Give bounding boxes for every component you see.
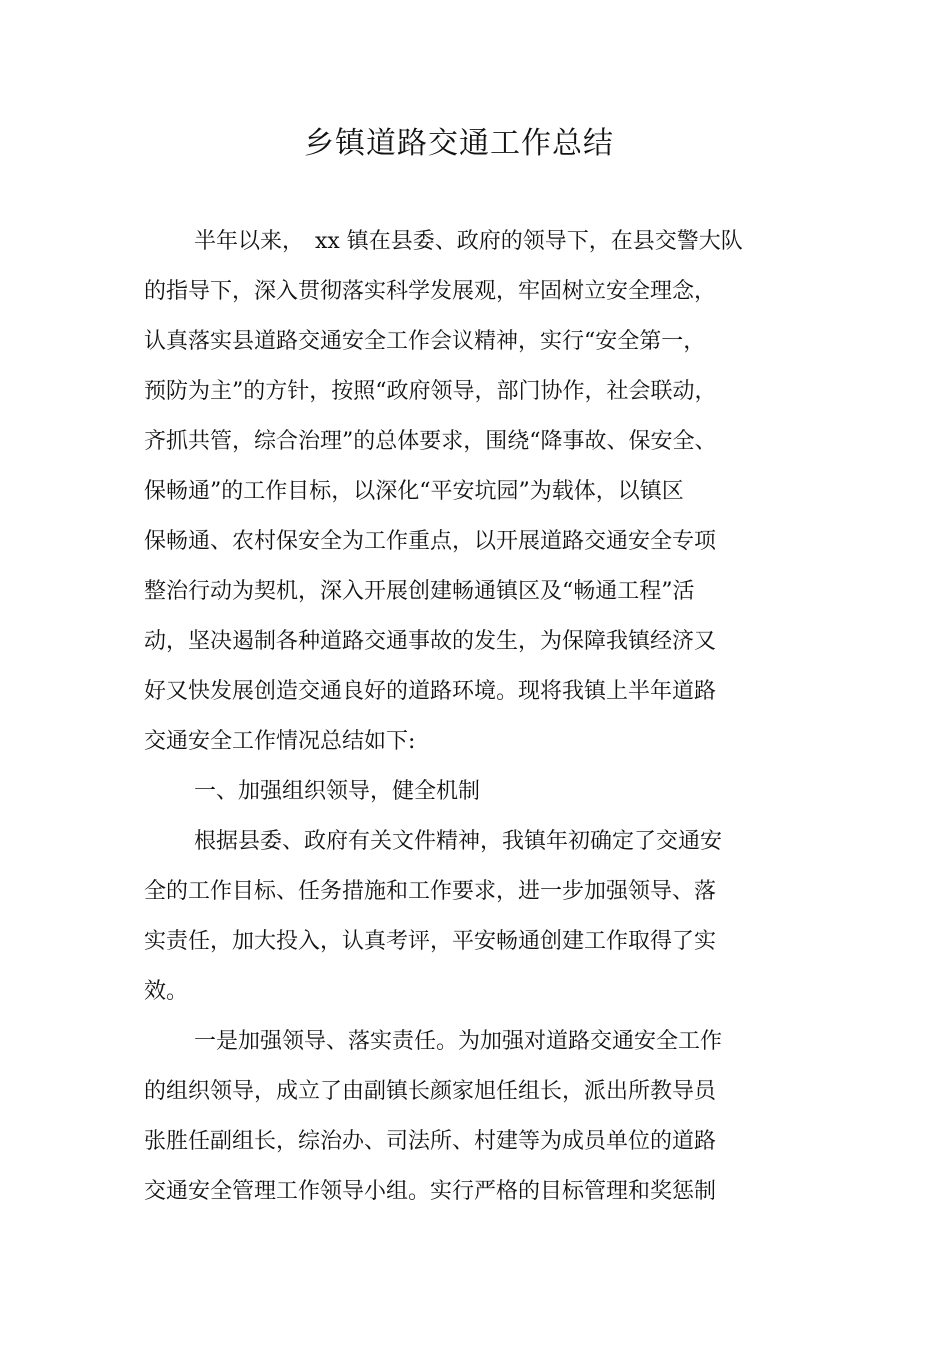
text-line: 保畅通、农村保安全为工作重点，以开展道路交通安全专项 bbox=[144, 529, 717, 554]
text-line: 一是加强领导、落实责任。为加强对道路交通安全工作 bbox=[194, 1029, 723, 1054]
text-line: 半年以来， xx 镇在县委、政府的领导下，在县交警大队 bbox=[194, 229, 743, 254]
text-line: 全的工作目标、任务措施和工作要求，进一步加强领导、落 bbox=[144, 879, 717, 904]
text-line: 动，坚决遏制各种道路交通事故的发生，为保障我镇经济又 bbox=[144, 629, 717, 654]
text-line: 保畅通”的工作目标，以深化“平安坑园”为载体，以镇区 bbox=[144, 479, 684, 504]
text-line: 好又快发展创造交通良好的道路环境。现将我镇上半年道路 bbox=[144, 679, 717, 704]
text-line: 效。 bbox=[144, 979, 189, 1004]
text-line: 交通安全工作情况总结如下: bbox=[144, 729, 416, 754]
text-line: 整治行动为契机，深入开展创建畅通镇区及“畅通工程”活 bbox=[144, 579, 695, 604]
text-line: 齐抓共管，综合治理”的总体要求，围绕“降事故、保安全、 bbox=[144, 429, 717, 454]
text-line: 的组织领导，成立了由副镇长颜家旭任组长，派出所教导员 bbox=[144, 1079, 717, 1104]
section-heading: 一、加强组织领导，健全机制 bbox=[194, 779, 481, 804]
text-line: 根据县委、政府有关文件精神，我镇年初确定了交通安 bbox=[194, 829, 723, 854]
text-line: 预防为主”的方针，按照“政府领导，部门协作，社会联动， bbox=[144, 379, 717, 404]
text-line: 的指导下，深入贯彻落实科学发展观，牢固树立安全理念， bbox=[144, 279, 717, 304]
text-line: 张胜任副组长，综治办、司法所、村建等为成员单位的道路 bbox=[144, 1129, 717, 1154]
document-title: 乡镇道路交通工作总结 bbox=[304, 126, 614, 161]
text-line: 认真落实县道路交通安全工作会议精神，实行“安全第一， bbox=[144, 329, 706, 354]
text-line: 实责任，加大投入，认真考评，平安畅通创建工作取得了实 bbox=[144, 929, 717, 954]
text-line: 交通安全管理工作领导小组。实行严格的目标管理和奖惩制 bbox=[144, 1179, 717, 1204]
